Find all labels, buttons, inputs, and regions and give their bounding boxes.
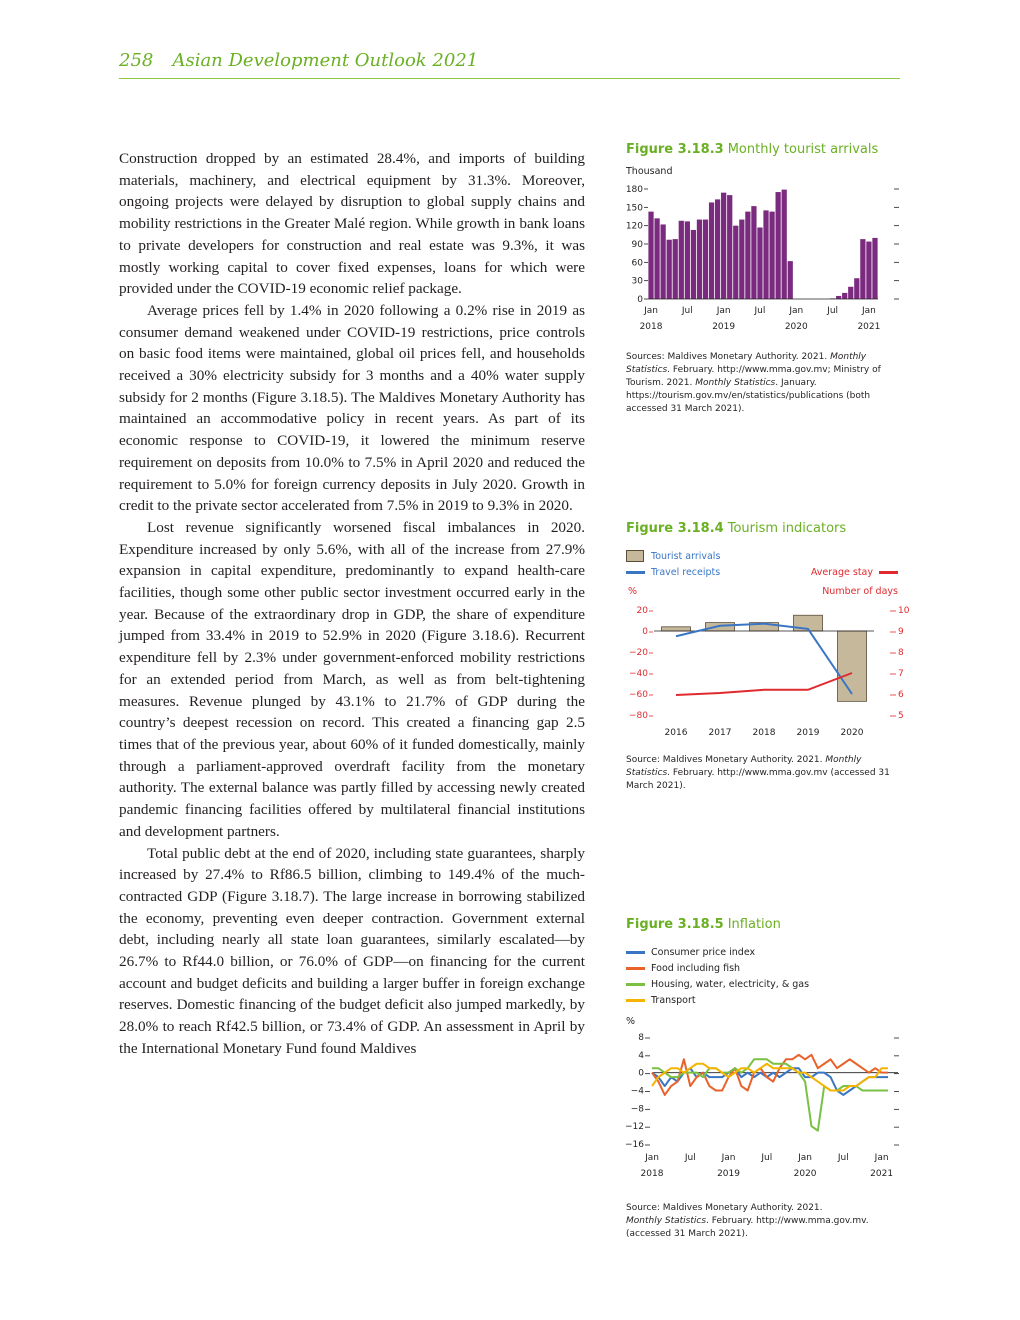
y-tick-label: −16: [625, 1140, 644, 1150]
y-tick-label: 0: [637, 295, 643, 305]
bar: [661, 627, 690, 631]
bar: [842, 293, 847, 299]
y-tick-label: 30: [631, 276, 643, 287]
x-tick-label: 2019: [796, 728, 820, 738]
x-tick-label: Jan: [789, 306, 804, 316]
x-year-label: 2019: [712, 322, 736, 332]
bar: [667, 240, 672, 299]
figure-source: Sources: Maldives Monetary Authority. 2021. Monthly Statistics. February. http://www.mma.gov.mv; Ministry of Tourism. 2021. Monthly Statistics. January. https://tourism.gov.mv/en/statistics/publications (both accessed 31 March 2021).: [626, 352, 881, 414]
paragraph: Lost revenue significantly worsened fiscal imbalances in 2020. Expenditure increased by only 5.6%, with all of the increase from 27.9% expansion in capital expenditure, predominantly to expand health-care facilities, though some other public sector investment occurred early in the year. Because of the extraordinary drop in GDP, the share of expenditure jumped from 33.4% in 2019 to 52.9% in 2020 (Figure 3.18.6). Recurrent expenditure fell by 2.3% under government-enforced mobility restrictions for an extended period from March, as well as from belt-tightening measures. Revenue plunged by 43.1% to 21.7% of GDP during the country’s deepest recession on record. This created a financing gap 2.5 times that of the previous year, about 60% of it funded domestically, mainly through a parliament-approved overdraft facility from the monetary authority. The external balance was partly filled by accessing newly created pandemic financing facilities offered by multilateral financial institutions and development partners.: [119, 518, 585, 840]
x-tick-label: Jul: [761, 1153, 773, 1163]
legend-item-receipts: Travel receipts: [626, 564, 906, 580]
x-tick-label: Jan: [874, 1153, 889, 1163]
bar: [745, 212, 750, 299]
bar: [782, 190, 787, 299]
right-axis-unit: Number of days: [822, 586, 898, 597]
chart-tourism-indicators: [626, 600, 910, 740]
bar: [697, 220, 702, 299]
bar: [854, 278, 859, 299]
legend-label: Transport: [651, 994, 696, 1006]
bar: [705, 623, 734, 631]
legend: [626, 944, 906, 1008]
bar: [733, 226, 738, 299]
body-text: [119, 148, 585, 1060]
x-tick-label: 2016: [664, 728, 688, 738]
figure-title: [626, 521, 906, 536]
chart-inflation: [626, 1029, 906, 1194]
y-tick-label: 0: [642, 627, 648, 637]
bar: [648, 212, 653, 299]
y-tick-label: 20: [636, 606, 648, 616]
bar: [763, 210, 768, 299]
bar: [860, 239, 865, 299]
x-year-label: 2020: [784, 322, 808, 332]
paragraph: Construction dropped by an estimated 28.4%, and imports of building materials, machinery, and electrical equipment by 31.3%. Moreover, ongoing projects were delayed by disruption to global supply chains and mobility restrictions in the Greater Malé region. While growth in bank loans to private developers for construction and real estate was 9.3%, it was mostly working capital to cover fixed expenses, loans for which were provided under the COVID-19 economic relief package.: [119, 150, 585, 298]
x-tick-label: Jul: [827, 306, 839, 316]
line-swatch: [626, 967, 645, 970]
line-swatch: [879, 571, 898, 574]
y-tick-label: −12: [625, 1122, 644, 1133]
x-tick-label: Jan: [798, 1153, 813, 1163]
bar: [654, 218, 659, 299]
figure-title: [626, 917, 906, 932]
bar: [739, 220, 744, 299]
left-axis-unit: %: [628, 586, 638, 597]
x-tick-label: 2018: [752, 728, 776, 738]
x-tick-label: 2017: [708, 728, 732, 738]
bar: [685, 221, 690, 299]
y-tick-label: −4: [630, 1086, 644, 1097]
bar: [721, 193, 726, 299]
series-line-stay: [676, 673, 852, 695]
figure-number: Figure 3.18.3: [626, 142, 724, 157]
bar: [788, 261, 793, 299]
x-tick-label: Jan: [861, 306, 876, 316]
bar: [679, 221, 684, 299]
y-tick-label: 60: [631, 258, 643, 269]
y2-tick-label: 9: [898, 627, 904, 637]
axis-units: [626, 586, 906, 600]
figure-title: [626, 142, 906, 157]
y2-tick-label: 10: [898, 606, 910, 616]
bar: [769, 212, 774, 299]
bar: [673, 239, 678, 299]
figure-name: Tourism indicators: [727, 521, 847, 536]
publication-title: Asian Development Outlook 2021: [172, 50, 479, 71]
bar: [703, 220, 708, 299]
legend-item: [626, 976, 906, 992]
figure-name: Inflation: [727, 917, 781, 932]
bar: [848, 287, 853, 299]
y2-tick-label: 8: [898, 648, 904, 658]
y-tick-label: −8: [630, 1104, 644, 1115]
figure-number: Figure 3.18.5: [626, 917, 724, 932]
legend: [626, 548, 906, 582]
figure-source: Source: Maldives Monetary Authority. 2021. Monthly Statistics. February. http://www.mma.gov.mv. (accessed 31 March 2021).: [626, 1203, 869, 1239]
y-tick-label: −60: [629, 690, 648, 700]
bar: [872, 238, 877, 299]
line-swatch: [626, 951, 645, 954]
paragraph: Average prices fell by 1.4% in 2020 following a 0.2% rise in 2019 as consumer demand weakened under COVID-19 restrictions, price controls on basic food items were maintained, global oil prices fell, and households received a 30% electricity subsidy for 3 months and a 40% water supply subsidy for 2 months (Figure 3.18.5). The Maldives Monetary Authority has maintained an accommodative policy in recent years. As part of its economic response to COVID-19, it lowered the minimum reserve requirement on deposits from 10.0% to 7.5% in April 2020 and reduced the requirement to 5.0% for foreign currency deposits in July 2020. Growth in credit to the private sector accelerated from 7.5% in 2019 to 9.3% in 2020.: [119, 301, 585, 515]
bar: [661, 224, 666, 299]
x-year-label: 2018: [640, 1169, 664, 1179]
y-tick-label: 180: [625, 185, 643, 195]
y-tick-label: −80: [629, 711, 648, 721]
line-swatch: [626, 999, 645, 1002]
legend-item: [626, 960, 906, 976]
x-year-label: 2019: [717, 1169, 740, 1179]
chart-tourist-arrivals: [626, 179, 906, 339]
y-axis-unit: %: [626, 1016, 636, 1027]
line-swatch: [626, 571, 645, 574]
bar: [715, 199, 720, 299]
legend-label: Housing, water, electricity, & gas: [651, 978, 810, 990]
figure-tourism-indicators: [626, 521, 910, 793]
y-tick-label: 120: [625, 221, 643, 232]
x-tick-label: Jul: [681, 306, 693, 316]
figure-source: Source: Maldives Monetary Authority. 2021. Monthly Statistics. February. http://www.mma.gov.mv (accessed 31 March 2021).: [626, 755, 890, 791]
figure-tourist-arrivals: [626, 142, 906, 416]
bar: [776, 192, 781, 299]
y-tick-label: −40: [629, 669, 648, 679]
legend-item: [626, 992, 906, 1008]
bar-swatch: [626, 550, 644, 562]
bar: [751, 206, 756, 299]
y-tick-label: −20: [629, 648, 648, 658]
bar: [727, 195, 732, 299]
line-swatch: [626, 983, 645, 986]
paragraph: Total public debt at the end of 2020, including state guarantees, sharply increased by 27.4% to Rf86.5 billion, climbing to 149.4% of the much-contracted GDP (Figure 3.18.7). The large increase in borrowing stabilized the economy, preventing even deeper contraction. Government external debt, including nearly all state loan guarantees, similarly escalated—by 26.7% to Rf44.0 billion, or 76.0% of GDP—on financing for the current account and budget deficits and building a larger buffer in foreign exchange reserves. Domestic financing of the budget deficit also jumped markedly, by 28.0% to reach Rf42.5 billion, or 73.4% of GDP. An assessment in April by the International Monetary Fund found Maldives: [119, 844, 585, 1057]
figure-number: Figure 3.18.4: [626, 521, 724, 536]
x-year-label: 2021: [870, 1169, 894, 1179]
y2-tick-label: 6: [898, 690, 904, 700]
legend-item-stay: Average stay: [811, 564, 898, 580]
x-year-label: 2018: [639, 322, 663, 332]
bar: [837, 631, 866, 701]
x-tick-label: Jan: [645, 1153, 659, 1163]
bar: [709, 202, 714, 299]
y2-tick-label: 5: [898, 711, 904, 721]
x-tick-label: 2020: [840, 728, 864, 738]
bar: [691, 230, 696, 299]
bar: [757, 228, 762, 300]
x-tick-label: Jan: [721, 1153, 736, 1163]
legend-item: [626, 944, 906, 960]
y-axis-unit: Thousand: [626, 166, 673, 177]
bar: [836, 296, 841, 299]
bar: [866, 242, 871, 299]
legend-label: Consumer price index: [651, 946, 756, 958]
x-year-label: 2021: [857, 322, 881, 332]
page-number: 258: [119, 50, 154, 71]
figure-inflation: [626, 917, 906, 1241]
figure-name: Monthly tourist arrivals: [727, 142, 879, 157]
x-tick-label: Jul: [837, 1153, 849, 1163]
y-tick-label: 150: [625, 203, 643, 214]
x-tick-label: Jan: [716, 306, 731, 316]
y-tick-label: 90: [631, 240, 643, 250]
x-tick-label: Jan: [644, 306, 658, 316]
legend-label: Food including fish: [651, 962, 741, 974]
y-tick-label: 4: [638, 1050, 644, 1061]
y2-tick-label: 7: [898, 669, 904, 679]
x-tick-label: Jul: [684, 1153, 696, 1163]
y-tick-label: 8: [638, 1033, 644, 1043]
x-year-label: 2020: [793, 1169, 817, 1179]
y-tick-label: 0: [638, 1068, 644, 1079]
x-tick-label: Jul: [754, 306, 766, 316]
running-header: [119, 50, 900, 79]
legend-item-arrivals: Tourist arrivals: [626, 548, 906, 564]
